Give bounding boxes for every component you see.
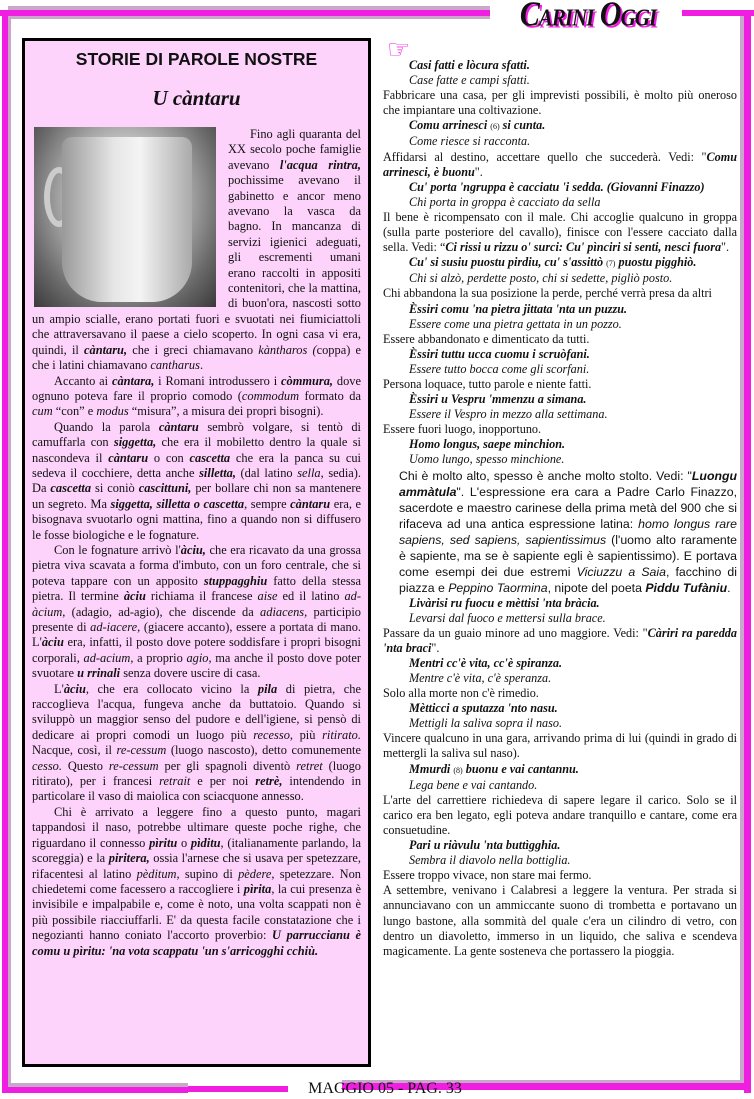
emphasis-text: cum [32, 404, 53, 419]
proverb-explanation [383, 686, 737, 701]
proverb-translation: Mentre c'è vita, c'è speranza. [409, 671, 552, 685]
emphasis-text: retrè, [255, 774, 283, 789]
emphasis-text: Peppino Taormina [448, 580, 548, 595]
proverb-explanation [383, 377, 737, 392]
footnote-ref: (8) [453, 765, 463, 775]
text-run: Èssiri comu 'na pietra jittata 'nta un puzzu. [409, 301, 628, 316]
text-run: , più [289, 727, 323, 742]
text-run: e per noi [190, 774, 256, 789]
emphasis-text: recesso [253, 727, 290, 742]
text-run: sembrò volgare, si tentò di camuffarla con [32, 419, 361, 450]
emphasis-text: sella [297, 465, 321, 480]
proverb-dialect [383, 437, 737, 452]
proverb-dialect [383, 180, 737, 195]
emphasis-text: càntaru [108, 450, 149, 465]
emphasis-text: càntaru [158, 419, 199, 434]
page-footer: MAGGIO 05 - PAG. 33 [308, 1080, 462, 1097]
text-run: che i greci chiamavano [127, 342, 259, 357]
emphasis-text: ad-àcium, [32, 589, 361, 619]
emphasis-text: siggetta, silletta o cascetta [110, 496, 245, 511]
emphasis-text: re-cessum [108, 758, 159, 773]
proverb-translation: Chi si alzò, perdette posto, chi si sedette, pigliò posto. [409, 271, 673, 286]
text-run: Mentri cc'è vita, cc'è spiranza. [409, 655, 562, 670]
emphasis-text: modus [96, 404, 129, 419]
proverb-dialect [383, 347, 737, 362]
text-run: L'arte del carrettiere richiedeva di sapere legare il carico. Solo se il carico era ben legato, egli poteva andare tranquillo e cantare, come era consuetudine. [383, 792, 737, 837]
emphasis-text: Luongu ammàtula [399, 468, 737, 499]
proverb-explanation [383, 731, 737, 761]
text-run: pochissime avevano il gabinetto e ancor meno avevano la vasca da bagno. In mancanza di servizi igienici adeguati, gli escrementi umani erano raccolti in appositi contenitori, che la mattina, di buon'ora, nascosti sotto un ampio scialle, erano portati fuori e svuotati nei fiumiciattoli che attraversavano il paese a cielo scoperto. In ogni casa vi era, quindi, il [32, 173, 361, 357]
article-paragraph [32, 374, 361, 420]
emphasis-text: piritera, [108, 851, 150, 866]
text-run: richiama il francese [145, 589, 258, 604]
proverb-entry [383, 180, 737, 255]
text-run: Comu arrinesci [409, 118, 491, 133]
text-run: ed il latino [277, 589, 345, 604]
text-run: si coniò [91, 481, 139, 496]
section-title: STORIE DI PAROLE NOSTRE [75, 49, 318, 69]
emphasis-text: silletta, [199, 465, 236, 480]
text-run: Èssiri tuttu ucca cuomu i scruòfani. [409, 346, 590, 361]
text-run: Il bene è ricompensato con il male. Chi accoglie qualcuno in groppa (sulla parte posteriore del cavallo), finisce con l'essere cacciato dalla sella. Vedi: “ [383, 209, 737, 255]
text-run: , nipote del poeta [547, 580, 646, 595]
proverb-dialect [383, 392, 737, 407]
footnote-ref: (7) [606, 259, 616, 269]
emphasis-text: u rrinali [77, 666, 121, 681]
text-run: senza dovere uscire di casa. [120, 666, 261, 681]
text-run: per gli spagnoli diventò [158, 758, 297, 773]
proverb-explanation [383, 868, 737, 883]
proverb-explanation [383, 210, 737, 255]
proverb-entry [383, 255, 737, 301]
article-box [22, 38, 371, 1067]
text-run: , (italianamente parlando, la scoreggia) e la [32, 835, 361, 866]
proverb-translation: Case fatte e campi sfatti. [409, 73, 530, 88]
magazine-logo: Carini Oggi [519, 0, 657, 34]
emphasis-text: còmmura, [281, 373, 334, 388]
proverb-translation: Chi porta in groppa è cacciato da sella [409, 194, 601, 209]
proverb-dialect [383, 58, 737, 73]
footnote-ref: (6) [490, 122, 500, 132]
emphasis-text: Ci rissi u rizzu o' surci: Cu' pìnciri si senti, nesci fuora [445, 240, 722, 255]
proverb-translation: Uomo lungo, spesso minchione. [409, 452, 565, 467]
proverb-dialect [383, 656, 737, 671]
emphasis-text: stuppagghiu [203, 573, 268, 588]
text-run: Homo longus, saepe minchion. [409, 437, 566, 452]
text-run: per bollare chi non sa mantenere un segreto. Ma [32, 481, 362, 511]
proverb-list [383, 58, 737, 959]
emphasis-text: àciu [123, 589, 146, 604]
proverb-dialect [383, 701, 737, 716]
text-run: Chi abbandona la sua posizione la perde, perché verrà presa da altri [383, 286, 712, 301]
text-run: dove ognuno poteva fare il proprio comodo ( [32, 373, 361, 403]
emphasis-text: Piddu Tufàniu [645, 580, 728, 595]
text-run: buonu e vai cantannu. [462, 761, 579, 776]
proverb-dialect [383, 255, 737, 271]
text-run: Vincere qualcuno in una gara, arrivando prima di lui (quindi in grado di mettergli la saliva sul naso). [383, 731, 737, 761]
emphasis-text: ad-iacere, [90, 620, 141, 634]
emphasis-text: commodum [241, 388, 300, 403]
proverb-entry [383, 656, 737, 701]
text-run: participio presente di [32, 604, 361, 634]
text-run: fatto della stessa pietra. Il termine [32, 573, 361, 604]
text-run: coppa) e che i latini chiamavano [32, 342, 361, 373]
text-run: Essere abbandonato e dimenticato da tutti. [383, 331, 590, 346]
emphasis-text: ritirato. [322, 727, 361, 742]
emphasis-text: cesso. [32, 758, 62, 773]
text-run: ossia l'arnese che si usava per spetezzare, rifacentesi al latino [32, 851, 361, 881]
text-run: (adagio, ad-agio), che discende da [65, 604, 261, 619]
text-run: Chi è arrivato a leggere fino a questo punto, magari tappandosi il naso, potrebbe ultimare queste poche righe, che riguardano il connesso [32, 804, 361, 850]
text-run: Affidarsi al destino, accettare quello che succederà. Vedi: " [383, 149, 707, 164]
proverb-explanation [383, 626, 737, 656]
emphasis-text: pìrita [243, 881, 272, 896]
text-run: Essere troppo vivace, non stare mai fermo. [383, 868, 592, 883]
text-run: formato da [299, 388, 361, 403]
proverb-translation: Levarsi dal fuoco e mettersi sulla brace. [409, 610, 606, 625]
proverb-explanation [383, 150, 737, 180]
emphasis-text: homo longus rare sapiens, sed sapiens, sapientissimus [399, 516, 738, 547]
proverb-entry [383, 762, 737, 838]
emphasis-text: àciu [63, 681, 86, 696]
text-run: Persona loquace, tutto parole e niente fatti. [383, 376, 592, 391]
text-run: Chi è molto alto, spesso è anche molto stolto. Vedi: " [399, 468, 692, 483]
text-run: Pari u riàvulu 'nta buttìgghia. [409, 838, 561, 853]
emphasis-text: Càriri ra paredda 'nta braci [383, 625, 737, 655]
emphasis-text: re-cessum [116, 743, 167, 758]
text-run: Cu' si susiu puostu pirdiu, cu' s'assittò [409, 255, 607, 270]
text-run: “con” e [52, 404, 97, 419]
proverb-dialect [383, 596, 737, 611]
text-run: Fabbricare una casa, per gli imprevisti possibili, è molto più oneroso che impiantare una coltivazione. [383, 88, 737, 118]
proverb-entry [383, 58, 737, 118]
text-run: puostu pigghiò. [615, 255, 697, 270]
article-paragraph [32, 682, 361, 805]
emphasis-text: l'acqua rintra, [279, 157, 361, 172]
text-run: Mmurdi [409, 761, 454, 776]
proverb-entry [383, 596, 737, 656]
frame-bottom-left-2 [188, 1086, 288, 1092]
text-run: o [177, 835, 191, 850]
proverb-dialect [383, 838, 737, 853]
text-run: ma anche il posto dove poter svuotare [32, 650, 361, 681]
emphasis-text: siggetta, [113, 435, 157, 450]
text-run: A settembre, venivano i Calabresi a leggere la ventura. Per strada si annunciavano con un ammiccante suono di trombetta e portavano un lungo bastone, alla sommità del quale c'era un cilindro di vetro, con dentro un diavoletto, immerso in un liquido, che saliva e scendeva magicamente. La gente sosteneva che portassero la pioggia. [383, 883, 737, 958]
text-run: di pietra, che raccoglieva l'acqua, fungeva anche da buttatoio. Quando si sviluppò un maggior senso del pudore e dell'igiene, si pensò di dedicare ai propri comodi un luogo più [32, 681, 362, 742]
emphasis-text: càntaru [290, 496, 331, 511]
emphasis-text: àciu [41, 635, 64, 650]
proverb-explanation [383, 468, 737, 596]
proverb-explanation [383, 422, 737, 437]
emphasis-text: cascetta [189, 450, 231, 465]
text-run: supino di [179, 866, 239, 881]
text-run: ". [474, 164, 483, 179]
text-run: (luogo ritirato), per i francesi [32, 758, 361, 789]
text-run: Èssiri u Vespru 'mmenzu a simana. [409, 392, 587, 407]
text-run: intendendo in particolare il vaso di maiolica con sciacquone annesso. [32, 774, 362, 804]
text-run: Fino agli quaranta del XX secolo poche famiglie avevano [228, 127, 361, 172]
emphasis-text: retret [296, 758, 323, 773]
text-run: Nacque, così, il [32, 743, 117, 758]
text-run: L' [54, 681, 64, 696]
text-run: Casi fatti e lòcura sfatti. [409, 58, 530, 72]
proverb-translation: Essere come una pietra gettata in un pozzo. [409, 316, 622, 331]
text-run: che era la panca su cui sedeva il cocchiere, detta anche [32, 450, 361, 480]
text-run: , sempre [244, 496, 291, 511]
text-run: ". [431, 640, 440, 655]
emphasis-text: càntara, [111, 373, 155, 388]
text-run: era, e bisognava svuotarlo ogni mattina, fino a quando non si diffusero le fosse biologiche e le fognature. [32, 496, 361, 542]
emphasis-text: cantharus [150, 358, 200, 373]
proverb-explanation [383, 88, 737, 118]
text-run: , facchino di piazza e [399, 564, 737, 595]
text-run: Questo [61, 758, 109, 773]
text-run: (luogo nascosto), detto comunemente [166, 743, 361, 758]
emphasis-text: cascittuni, [138, 481, 192, 496]
emphasis-text: kàntharos ( [258, 342, 317, 357]
proverb-dialect [383, 302, 737, 317]
text-run: o con [148, 450, 190, 465]
text-run: i Romani introdussero i [154, 373, 282, 388]
frame-shadow-right [740, 16, 744, 1086]
text-run: (dal latino [235, 465, 298, 480]
text-run: Passare da un guaio minore ad uno maggiore. Vedi: " [383, 625, 648, 640]
proverb-translation: Lega bene e vai cantando. [409, 777, 538, 792]
text-run: Mètticci a sputazza 'nto nasu. [409, 701, 558, 716]
text-run: . [199, 358, 204, 373]
emphasis-text: aise [257, 589, 278, 604]
text-run: “misura”, a misura dei propri bisogni). [128, 404, 324, 419]
emphasis-text: retrait [159, 774, 191, 789]
frame-shadow-left [8, 16, 11, 1086]
proverbs-column [383, 35, 738, 959]
emphasis-text: adiacens, [260, 604, 308, 619]
article-paragraph [32, 805, 361, 959]
emphasis-text: càntaru, [84, 342, 128, 357]
proverb-entry [383, 392, 737, 437]
proverb-entry [383, 701, 737, 761]
proverb-translation: Mettigli la saliva sopra il naso. [409, 716, 563, 731]
frame-bottom-mid [128, 1087, 188, 1092]
emphasis-text: pèdere, [238, 866, 275, 881]
article-title: U càntaru [152, 86, 241, 110]
emphasis-text: pèditum, [136, 866, 180, 881]
text-run: a proprio [133, 650, 187, 665]
proverb-extra-note [383, 883, 737, 958]
text-run: Accanto ai [54, 373, 112, 388]
text-run: , la cui presenza è invisibile e impalpabile e, come è noto, una volta scappati non è più possibile riacciuffarli. E' da questa facile constatazione che i negozianti hanno coniato l'accorto proverbio: [32, 881, 361, 943]
text-run: (giacere accanto), essere a portata di mano. L' [32, 620, 361, 650]
proverb-translation: Sembra il diavolo nella bottiglia. [409, 853, 571, 868]
text-run: spetezzare. Non chiedetemi come facessero a raccogliere i [32, 866, 361, 896]
emphasis-text: pìritu [149, 835, 178, 850]
article-paragraph [32, 543, 361, 682]
emphasis-text: U parruccianu è comu u pìritu: 'na vota scappatu 'un s'arricogghi cchiù. [32, 928, 361, 958]
text-run: Cu' porta 'ngruppa è cacciatu 'i sedda. (Giovanni Finazzo) [409, 179, 705, 194]
text-run: era, infatti, il posto dove potere soddisfare i propri bisogni corporali, [32, 635, 361, 665]
text-run: si cunta. [499, 118, 546, 133]
emphasis-text: cascetta [50, 481, 92, 496]
proverb-entry [383, 302, 737, 347]
proverb-entry [383, 437, 737, 595]
text-run: che era il mobiletto dentro la quale si nascondeva il [32, 435, 361, 465]
text-run: , sedia). Da [32, 465, 362, 496]
text-run: Con le fognature arrivò l' [54, 542, 181, 557]
frame-right [744, 10, 751, 1093]
emphasis-text: pila [257, 681, 278, 696]
proverb-entry [383, 118, 737, 179]
proverb-explanation [383, 286, 737, 301]
text-run: Solo alla morte non c'è rimedio. [383, 686, 539, 701]
text-run: (l'uomo alto raramente è sapiente, ma se è sapiente egli è sapientissimo). E portava come esempi dei due estremi [399, 532, 738, 579]
emphasis-text: Comu arrinesci, è buonu [383, 149, 737, 179]
proverb-translation: Come riesce si racconta. [409, 134, 531, 149]
text-run: , che era collocato vicino la [85, 681, 258, 696]
text-run: ". L'espressione era cara a Padre Carlo Finazzo, sacerdote e maestro carinese della prima metà del 900 che si rifaceva ad una antica espressione latina: [399, 484, 737, 531]
proverb-translation: Essere il Vespro in mezzo alla settimana. [409, 407, 608, 422]
emphasis-text: ad-acium, [83, 650, 134, 665]
article-paragraph [32, 420, 361, 543]
text-run: Livàrisi ru fuocu e mèttisi 'nta bràcia. [409, 595, 600, 610]
frame-shadow-top-inner [8, 16, 490, 19]
proverb-entry [383, 347, 737, 392]
proverb-translation: Essere tutto bocca come gli scorfani. [409, 361, 590, 376]
proverb-entry [383, 838, 737, 959]
text-run: ". [721, 240, 730, 255]
proverb-dialect [383, 762, 737, 778]
emphasis-text: agio, [186, 650, 212, 665]
proverb-explanation [383, 793, 737, 838]
hand-pointer-icon: ☞ [387, 35, 411, 64]
text-run: . [727, 580, 731, 595]
proverb-dialect [383, 118, 737, 134]
text-run: che era ricavato da una grossa pietra viva scavata a forma d'imbuto, con un foro centrale, che si poteva tappare con un apposito [32, 542, 361, 588]
emphasis-text: àciu, [180, 542, 206, 557]
proverb-explanation [383, 332, 737, 347]
text-run: Quando la parola [54, 419, 159, 434]
emphasis-text: Viciuzzu a Saia [576, 564, 666, 579]
cantaru-photo [34, 127, 216, 307]
emphasis-text: pìditu [190, 835, 221, 850]
text-run: Essere fuori luogo, inopportuno. [383, 422, 542, 437]
